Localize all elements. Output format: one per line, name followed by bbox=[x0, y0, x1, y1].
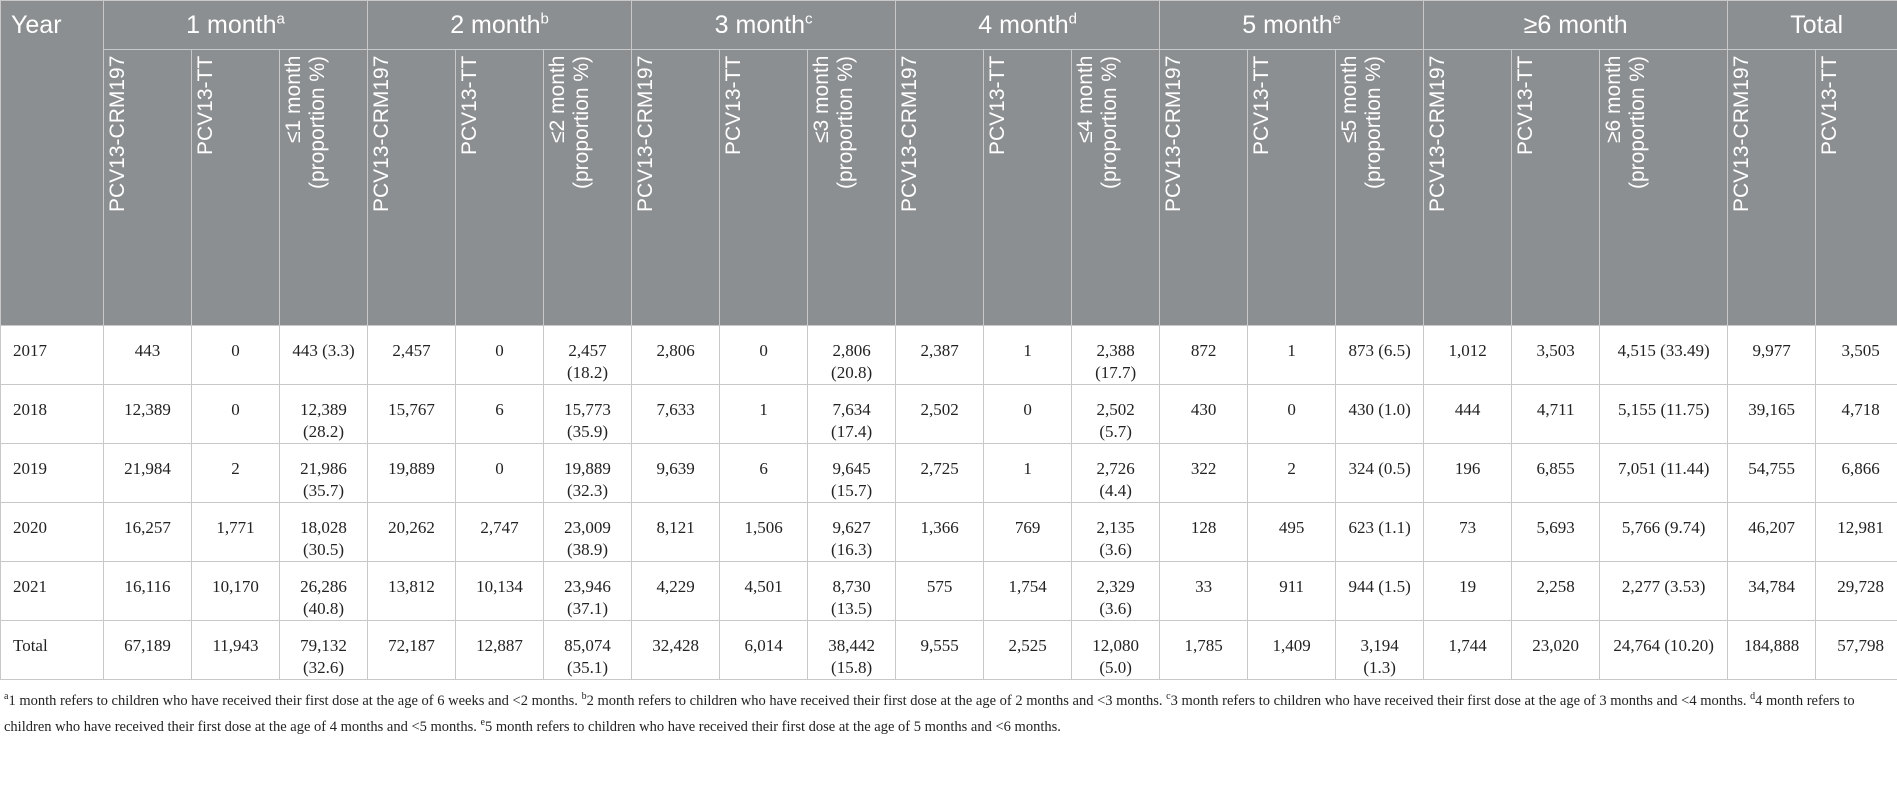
table-row bbox=[1, 503, 1897, 562]
sub-header bbox=[1512, 50, 1600, 326]
table-cell: 13,812 bbox=[368, 562, 456, 621]
sub-header bbox=[1600, 50, 1728, 326]
table-cell: 23,009 (38.9) bbox=[544, 503, 632, 562]
table-cell: 2 bbox=[192, 444, 280, 503]
sub-header bbox=[720, 50, 808, 326]
table-cell: 12,887 bbox=[456, 621, 544, 680]
table-cell: 7,634 (17.4) bbox=[808, 385, 896, 444]
sub-header-label: PCV13-CRM197 bbox=[634, 56, 658, 213]
sub-header-label: PCV13-TT bbox=[1250, 56, 1274, 156]
table-cell: 1,366 bbox=[896, 503, 984, 562]
sub-header-row bbox=[1, 50, 1897, 326]
sub-header bbox=[1160, 50, 1248, 326]
sub-header bbox=[1728, 50, 1816, 326]
table-cell: 9,977 bbox=[1728, 326, 1816, 385]
table-cell: 5,693 bbox=[1512, 503, 1600, 562]
sub-header-label: PCV13-CRM197 bbox=[106, 56, 129, 213]
sub-header bbox=[104, 50, 192, 326]
sub-header-label: PCV13-CRM197 bbox=[370, 56, 394, 213]
table-cell: 12,389 bbox=[104, 385, 192, 444]
table-cell: 443 (3.3) bbox=[280, 326, 368, 385]
table-cell: 0 bbox=[456, 444, 544, 503]
table-cell: 184,888 bbox=[1728, 621, 1816, 680]
footnote-text: 1 month refers to children who have received their first dose at the age of 6 weeks and <2 months. bbox=[8, 692, 582, 709]
table-cell: 18,028 (30.5) bbox=[280, 503, 368, 562]
table-cell: 9,645 (15.7) bbox=[808, 444, 896, 503]
table-row bbox=[1, 621, 1897, 680]
table-cell: 6 bbox=[720, 444, 808, 503]
table-cell: 21,984 bbox=[104, 444, 192, 503]
table-cell: 8,730 (13.5) bbox=[808, 562, 896, 621]
footnote bbox=[0, 680, 1897, 738]
table-cell: 0 bbox=[192, 385, 280, 444]
table-row bbox=[1, 385, 1897, 444]
table-cell: 1 bbox=[984, 444, 1072, 503]
table-cell: 26,286 (40.8) bbox=[280, 562, 368, 621]
sub-header-label: PCV13-TT bbox=[722, 56, 746, 156]
table-cell: 0 bbox=[192, 326, 280, 385]
table-cell: 2,258 bbox=[1512, 562, 1600, 621]
table-cell: 79,132 (32.6) bbox=[280, 621, 368, 680]
footnote-marker: e bbox=[480, 716, 485, 728]
year-cell: 2020 bbox=[1, 503, 104, 562]
table-cell: 19 bbox=[1424, 562, 1512, 621]
footnote-text: 5 month refers to children who have received their first dose at the age of 5 months and <6 months. bbox=[484, 718, 1061, 735]
sub-header bbox=[1248, 50, 1336, 326]
sub-header-label: PCV13-TT bbox=[1818, 56, 1842, 156]
group-header-total: Total bbox=[1728, 1, 1897, 50]
table-cell: 2,135 (3.6) bbox=[1072, 503, 1160, 562]
sub-header-label: ≤5 month (proportion %) bbox=[1338, 56, 1386, 190]
table-cell: 57,798 bbox=[1816, 621, 1897, 680]
table-cell: 769 bbox=[984, 503, 1072, 562]
sub-header bbox=[544, 50, 632, 326]
table-cell: 8,121 bbox=[632, 503, 720, 562]
table-cell: 4,229 bbox=[632, 562, 720, 621]
table-cell: 15,767 bbox=[368, 385, 456, 444]
sub-header bbox=[1816, 50, 1897, 326]
table-cell: 6,014 bbox=[720, 621, 808, 680]
table-cell: 33 bbox=[1160, 562, 1248, 621]
sub-header bbox=[192, 50, 280, 326]
table-cell: 4,501 bbox=[720, 562, 808, 621]
table-cell: 2,457 (18.2) bbox=[544, 326, 632, 385]
year-cell: 2017 bbox=[1, 326, 104, 385]
sub-header-label: PCV13-CRM197 bbox=[1426, 56, 1450, 213]
group-header-4-month: 4 month$^d$ bbox=[896, 1, 1160, 50]
table-cell: 2,387 bbox=[896, 326, 984, 385]
sub-header bbox=[280, 50, 368, 326]
table-cell: 0 bbox=[456, 326, 544, 385]
table-cell: 1,012 bbox=[1424, 326, 1512, 385]
group-header-6-month: ≥6 month bbox=[1424, 1, 1728, 50]
table-cell: 2 bbox=[1248, 444, 1336, 503]
table-cell: 6 bbox=[456, 385, 544, 444]
table-cell: 24,764 (10.20) bbox=[1600, 621, 1728, 680]
table-cell: 5,155 (11.75) bbox=[1600, 385, 1728, 444]
table-cell: 1,771 bbox=[192, 503, 280, 562]
table-cell: 21,986 (35.7) bbox=[280, 444, 368, 503]
table-cell: 2,388 (17.7) bbox=[1072, 326, 1160, 385]
year-cell: 2018 bbox=[1, 385, 104, 444]
table-cell: 46,207 bbox=[1728, 503, 1816, 562]
table-cell: 85,074 (35.1) bbox=[544, 621, 632, 680]
sub-header-label: PCV13-CRM197 bbox=[1162, 56, 1186, 213]
table-cell: 2,806 (20.8) bbox=[808, 326, 896, 385]
sub-header-label: ≥6 month (proportion %) bbox=[1602, 56, 1650, 190]
table-cell: 0 bbox=[984, 385, 1072, 444]
table-cell: 7,051 (11.44) bbox=[1600, 444, 1728, 503]
sub-header bbox=[368, 50, 456, 326]
table-cell: 2,806 bbox=[632, 326, 720, 385]
sub-header-label: ≤2 month (proportion %) bbox=[546, 56, 594, 190]
table-cell: 16,116 bbox=[104, 562, 192, 621]
table-cell: 2,502 bbox=[896, 385, 984, 444]
sub-header bbox=[632, 50, 720, 326]
table-cell: 0 bbox=[1248, 385, 1336, 444]
group-header-3-month: 3 month$^c$ bbox=[632, 1, 896, 50]
table-cell: 9,627 (16.3) bbox=[808, 503, 896, 562]
table-cell: 9,555 bbox=[896, 621, 984, 680]
sub-header bbox=[984, 50, 1072, 326]
sub-header-label: PCV13-TT bbox=[194, 56, 217, 156]
sub-header-label: PCV13-TT bbox=[1514, 56, 1538, 156]
table-cell: 23,946 (37.1) bbox=[544, 562, 632, 621]
sub-header-label: ≤4 month (proportion %) bbox=[1074, 56, 1122, 190]
table-cell: 443 bbox=[104, 326, 192, 385]
table-cell: 5,766 (9.74) bbox=[1600, 503, 1728, 562]
table-cell: 2,329 (3.6) bbox=[1072, 562, 1160, 621]
table-cell: 38,442 (15.8) bbox=[808, 621, 896, 680]
table-cell: 623 (1.1) bbox=[1336, 503, 1424, 562]
sub-header-label: PCV13-CRM197 bbox=[898, 56, 922, 213]
sub-header-label: PCV13-CRM197 bbox=[1730, 56, 1754, 213]
table-cell: 32,428 bbox=[632, 621, 720, 680]
sub-header-label: PCV13-TT bbox=[458, 56, 482, 156]
table-cell: 4,718 bbox=[1816, 385, 1897, 444]
table-cell: 6,855 bbox=[1512, 444, 1600, 503]
table-cell: 128 bbox=[1160, 503, 1248, 562]
table-cell: 67,189 bbox=[104, 621, 192, 680]
table-cell: 19,889 bbox=[368, 444, 456, 503]
table-cell: 1 bbox=[720, 385, 808, 444]
table-cell: 1,785 bbox=[1160, 621, 1248, 680]
table-cell: 911 bbox=[1248, 562, 1336, 621]
table-cell: 12,389 (28.2) bbox=[280, 385, 368, 444]
table-cell: 2,725 bbox=[896, 444, 984, 503]
table-cell: 34,784 bbox=[1728, 562, 1816, 621]
table-cell: 29,728 bbox=[1816, 562, 1897, 621]
table-cell: 575 bbox=[896, 562, 984, 621]
table-cell: 322 bbox=[1160, 444, 1248, 503]
table-cell: 4,711 bbox=[1512, 385, 1600, 444]
sub-header bbox=[456, 50, 544, 326]
sub-header bbox=[808, 50, 896, 326]
table-cell: 12,080 (5.0) bbox=[1072, 621, 1160, 680]
table-cell: 15,773 (35.9) bbox=[544, 385, 632, 444]
sub-header bbox=[1424, 50, 1512, 326]
table-cell: 9,639 bbox=[632, 444, 720, 503]
table-cell: 12,981 bbox=[1816, 503, 1897, 562]
footnote-text: 2 month refers to children who have received their first dose at the age of 2 months and <3 months. bbox=[586, 692, 1167, 709]
table-cell: 1,506 bbox=[720, 503, 808, 562]
table-cell: 873 (6.5) bbox=[1336, 326, 1424, 385]
table-cell: 19,889 (32.3) bbox=[544, 444, 632, 503]
group-header-2-month: 2 month$^b$ bbox=[368, 1, 632, 50]
table-row bbox=[1, 562, 1897, 621]
table-cell: 6,866 bbox=[1816, 444, 1897, 503]
table-cell: 10,134 bbox=[456, 562, 544, 621]
table-cell: 495 bbox=[1248, 503, 1336, 562]
sub-header bbox=[896, 50, 984, 326]
table-cell: 430 (1.0) bbox=[1336, 385, 1424, 444]
sub-header-label: ≤1 month (proportion %) bbox=[282, 56, 329, 190]
table-cell: 0 bbox=[720, 326, 808, 385]
footnote-marker: b bbox=[581, 691, 587, 702]
table-cell: 10,170 bbox=[192, 562, 280, 621]
group-header-5-month: 5 month$^e$ bbox=[1160, 1, 1424, 50]
table-cell: 872 bbox=[1160, 326, 1248, 385]
table-row bbox=[1, 444, 1897, 503]
table-cell: 23,020 bbox=[1512, 621, 1600, 680]
year-cell: 2019 bbox=[1, 444, 104, 503]
table-cell: 2,525 bbox=[984, 621, 1072, 680]
table-cell: 3,503 bbox=[1512, 326, 1600, 385]
year-header: Year bbox=[1, 1, 104, 326]
table-cell: 73 bbox=[1424, 503, 1512, 562]
sub-header bbox=[1072, 50, 1160, 326]
table-cell: 430 bbox=[1160, 385, 1248, 444]
table-cell: 196 bbox=[1424, 444, 1512, 503]
year-cell: Total bbox=[1, 621, 104, 680]
table-cell: 944 (1.5) bbox=[1336, 562, 1424, 621]
table-cell: 2,747 bbox=[456, 503, 544, 562]
sub-header-label: PCV13-TT bbox=[986, 56, 1010, 156]
sub-header-label: ≤3 month (proportion %) bbox=[810, 56, 858, 190]
table-cell: 2,502 (5.7) bbox=[1072, 385, 1160, 444]
table-cell: 72,187 bbox=[368, 621, 456, 680]
table-cell: 7,633 bbox=[632, 385, 720, 444]
footnote-text: 4 month refers to children who have received their first dose at the age of 4 months and <5 months. bbox=[4, 692, 1855, 735]
table-cell: 3,194 (1.3) bbox=[1336, 621, 1424, 680]
sub-header bbox=[1336, 50, 1424, 326]
footnote-marker: d bbox=[1750, 691, 1756, 702]
group-header-row bbox=[1, 1, 1897, 50]
footnote-text: 3 month refers to children who have received their first dose at the age of 3 months and <4 months. bbox=[1170, 692, 1751, 709]
table-cell: 324 (0.5) bbox=[1336, 444, 1424, 503]
table-cell: 20,262 bbox=[368, 503, 456, 562]
table-cell: 39,165 bbox=[1728, 385, 1816, 444]
group-header-1-month: 1 month$^a$ bbox=[104, 1, 368, 50]
table-cell: 1,744 bbox=[1424, 621, 1512, 680]
table-cell: 54,755 bbox=[1728, 444, 1816, 503]
table-cell: 16,257 bbox=[104, 503, 192, 562]
table-cell: 2,726 (4.4) bbox=[1072, 444, 1160, 503]
table-cell: 1 bbox=[984, 326, 1072, 385]
table-body bbox=[1, 326, 1897, 680]
year-cell: 2021 bbox=[1, 562, 104, 621]
table-cell: 1 bbox=[1248, 326, 1336, 385]
table-cell: 2,457 bbox=[368, 326, 456, 385]
table-cell: 1,409 bbox=[1248, 621, 1336, 680]
table-cell: 1,754 bbox=[984, 562, 1072, 621]
footnote-marker: c bbox=[1166, 691, 1171, 702]
table-row bbox=[1, 326, 1897, 385]
table-cell: 11,943 bbox=[192, 621, 280, 680]
table-cell: 2,277 (3.53) bbox=[1600, 562, 1728, 621]
footnote-marker: a bbox=[4, 691, 9, 702]
table-cell: 3,505 bbox=[1816, 326, 1897, 385]
table-cell: 4,515 (33.49) bbox=[1600, 326, 1728, 385]
table-cell: 444 bbox=[1424, 385, 1512, 444]
